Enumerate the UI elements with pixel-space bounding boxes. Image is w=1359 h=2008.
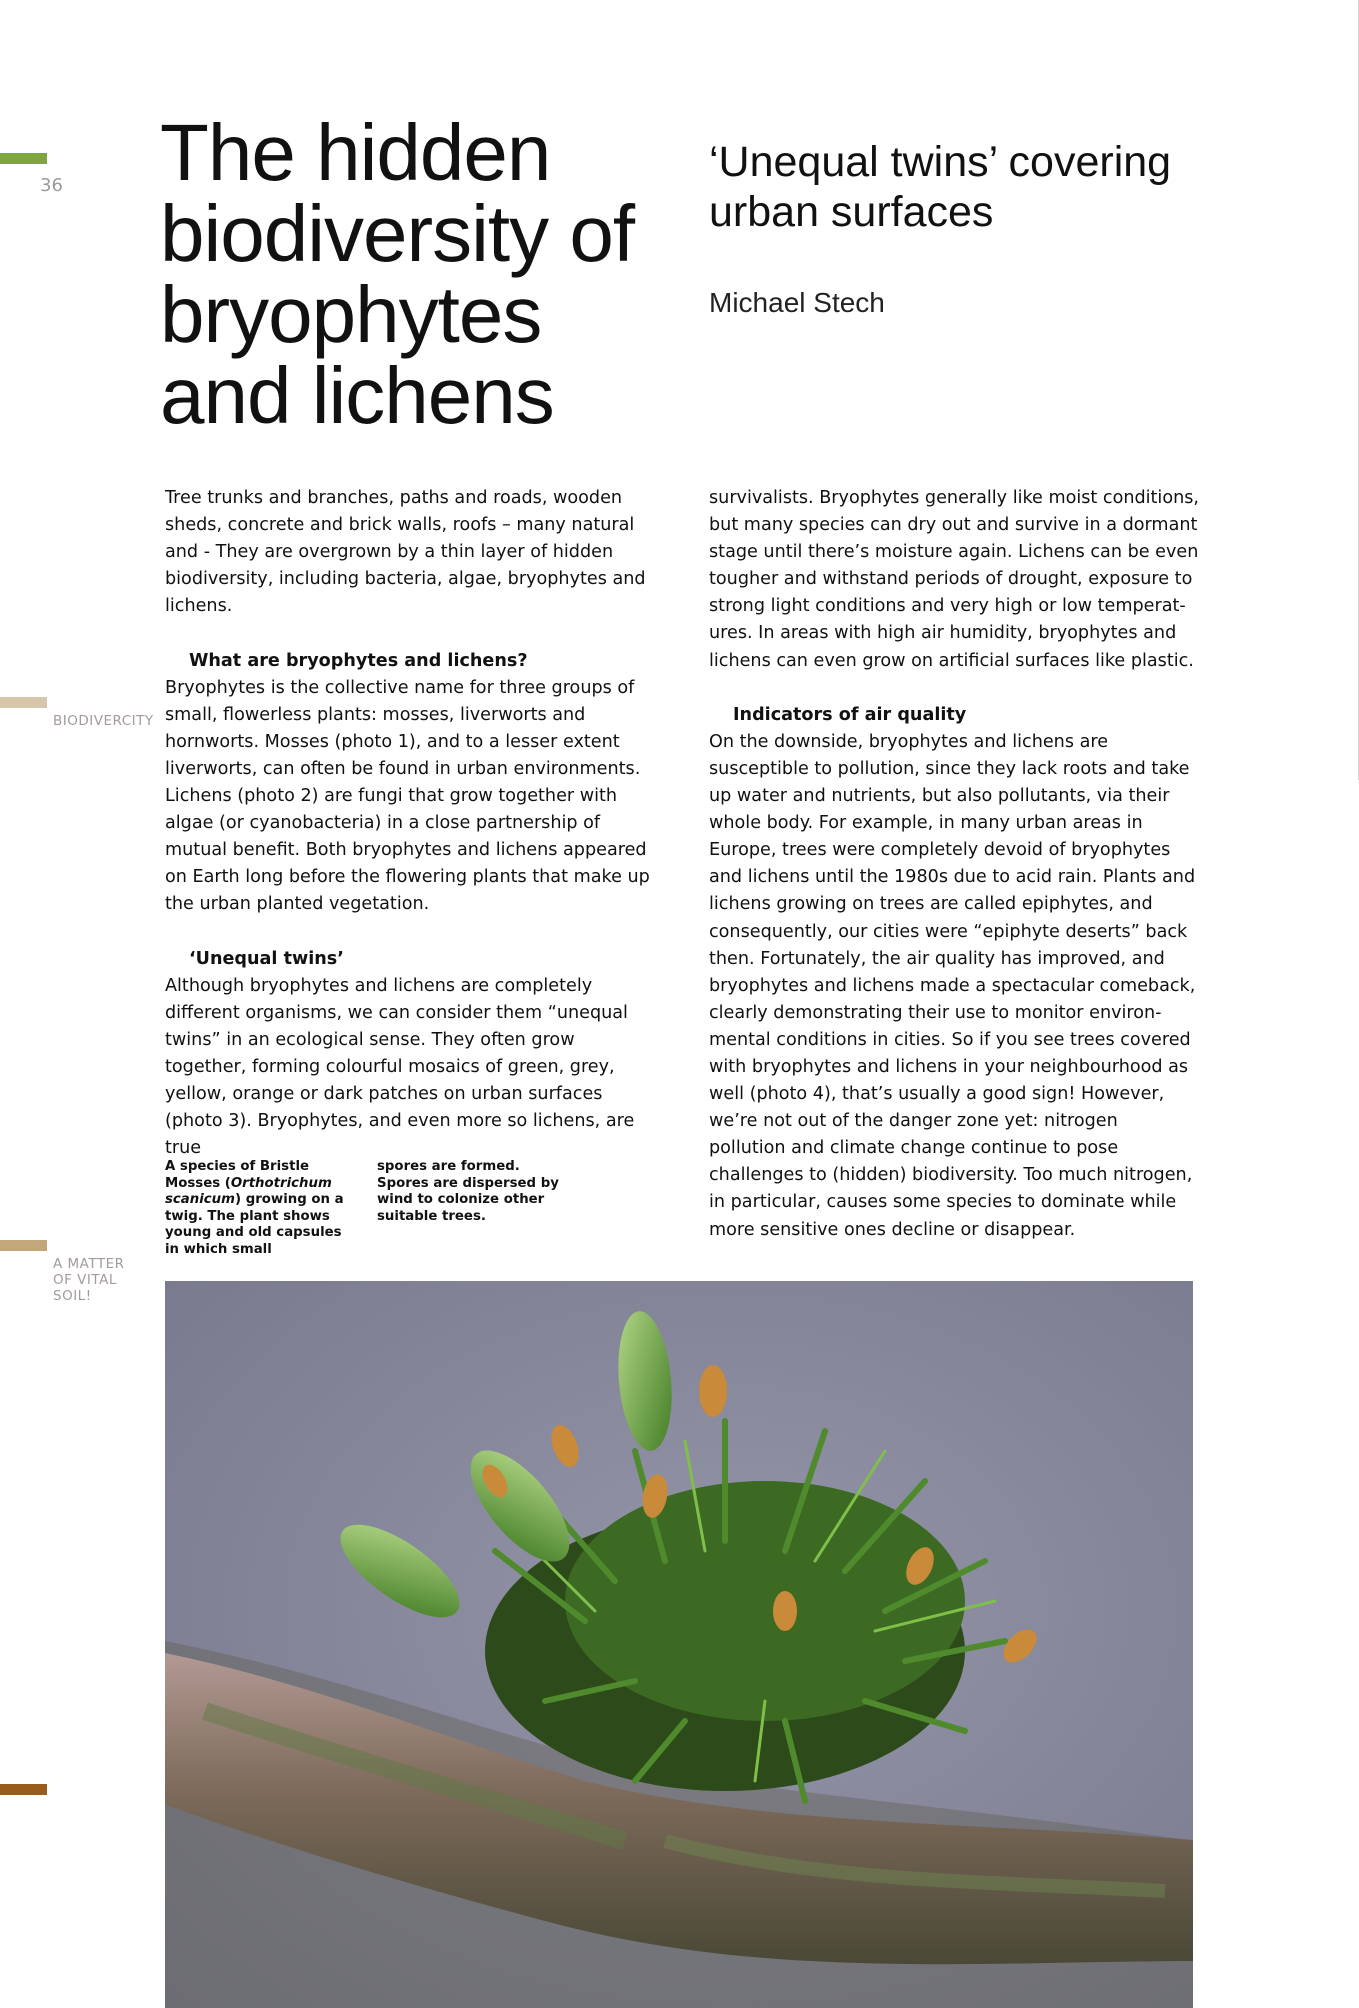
section-marker-tan <box>0 1240 47 1251</box>
paragraph-unequal-twins: Although bryophytes and lichens are completely different organisms, we can consider them “unequal twins” in an ecological sense. They often grow together, forming colourful mosaics of green, grey, yellow, orange or dark patches on urban surfaces (photo 3). Bryophytes, and even more so lichens, are true <box>165 975 635 1159</box>
intro-paragraph: Tree trunks and branches, paths and roads, wooden sheds, concrete and brick walls, roofs – many natural and - They are overgrown by a thin layer of hidden biodiversity, including bacteria, algae, bryophytes and lichens. <box>165 488 646 617</box>
paragraph-survivalists: survivalists. Bryophytes generally like moist conditions, but many species can dry out and survive in a dormant stage until there’s moisture again. Lichens can be even tougher and withstand periods of drought, exposure to strong light conditions and very high or low temperat-ures. In areas with high air humidity, bryophytes and lichens can even grow on artificial surfaces like plastic. <box>709 488 1199 671</box>
right-text-column <box>709 485 1199 1244</box>
moss-illustration <box>165 1281 1193 2008</box>
caption-text-start: A species of Bristle Mosses ( <box>165 1159 310 1191</box>
section-marker-beige <box>0 697 47 708</box>
section-heading-air-quality: Indicators of air quality <box>733 704 967 725</box>
article-title: The hidden biodiversity of bryophytes and lichens <box>160 108 635 440</box>
paragraph-bryophytes: Bryophytes is the collective name for three groups of small, flowerless plants: mosses, liverworts and hornworts. Mosses (photo 1), and to a lesser extent liverworts, can often be found in urban environments. Lichens (photo 2) are fungi that grow together with algae (or cyanobacteria) in a close partnership of mutual benefit. Both bryophytes and lichens appeared on Earth long before the flowering plants that make up the urban planted vegetation. <box>165 677 650 915</box>
page-number: 36 <box>40 175 63 196</box>
section-marker-green <box>0 153 47 164</box>
caption-species-name: Orthotrichum scanicum <box>165 1175 332 1208</box>
photo-caption-part-1 <box>165 1159 351 1259</box>
moss-photo <box>165 1281 1193 2008</box>
left-text-column <box>165 485 657 1162</box>
caption-text-end: ) growing on a twig. The plant shows young and old capsules in which small <box>165 1192 344 1257</box>
side-label-vital-soil: A MATTER OF VITAL SOIL! <box>53 1256 125 1304</box>
section-heading-unequal-twins: ‘Unequal twins’ <box>189 948 344 969</box>
paragraph-air-quality: On the downside, bryophytes and lichens are susceptible to pollution, since they lack roots and take up water and nutrients, but also pollutants, via their whole body. For example, in many urban areas in Europe, trees were completely devoid of bryophytes and lichens until the 1980s due to acid rain. Plants and lichens growing on trees are called epiphytes, and consequently, our cities were “epiphyte deserts” back then. Fortunately, the air quality has improved, and bryophytes and lichens made a spectacular comeback, clearly demonstrating their use to monitor environ-mental conditions in cities. So if you see trees covered with bryophytes and lichens in your neighbourhood as well (photo 4), that’s usually a good sign! However, we’re not out of the danger zone yet: nitrogen pollution and climate change continue to pose challenges to (hidden) biodiversity. Too much nitrogen, in particular, causes some species to dominate while more sensitive ones decline or disappear. <box>709 731 1196 1240</box>
article-author: Michael Stech <box>709 287 885 318</box>
section-heading-bryophytes: What are bryophytes and lichens? <box>189 650 528 671</box>
section-marker-brown <box>0 1784 47 1795</box>
photo-caption-part-2: spores are formed. Spores are dispersed by wind to colonize other suitable trees. <box>377 1159 559 1224</box>
side-label-biodivercity: BIODIVERCITY <box>53 713 154 729</box>
article-subtitle: ‘Unequal twins’ covering urban surfaces <box>709 138 1172 236</box>
